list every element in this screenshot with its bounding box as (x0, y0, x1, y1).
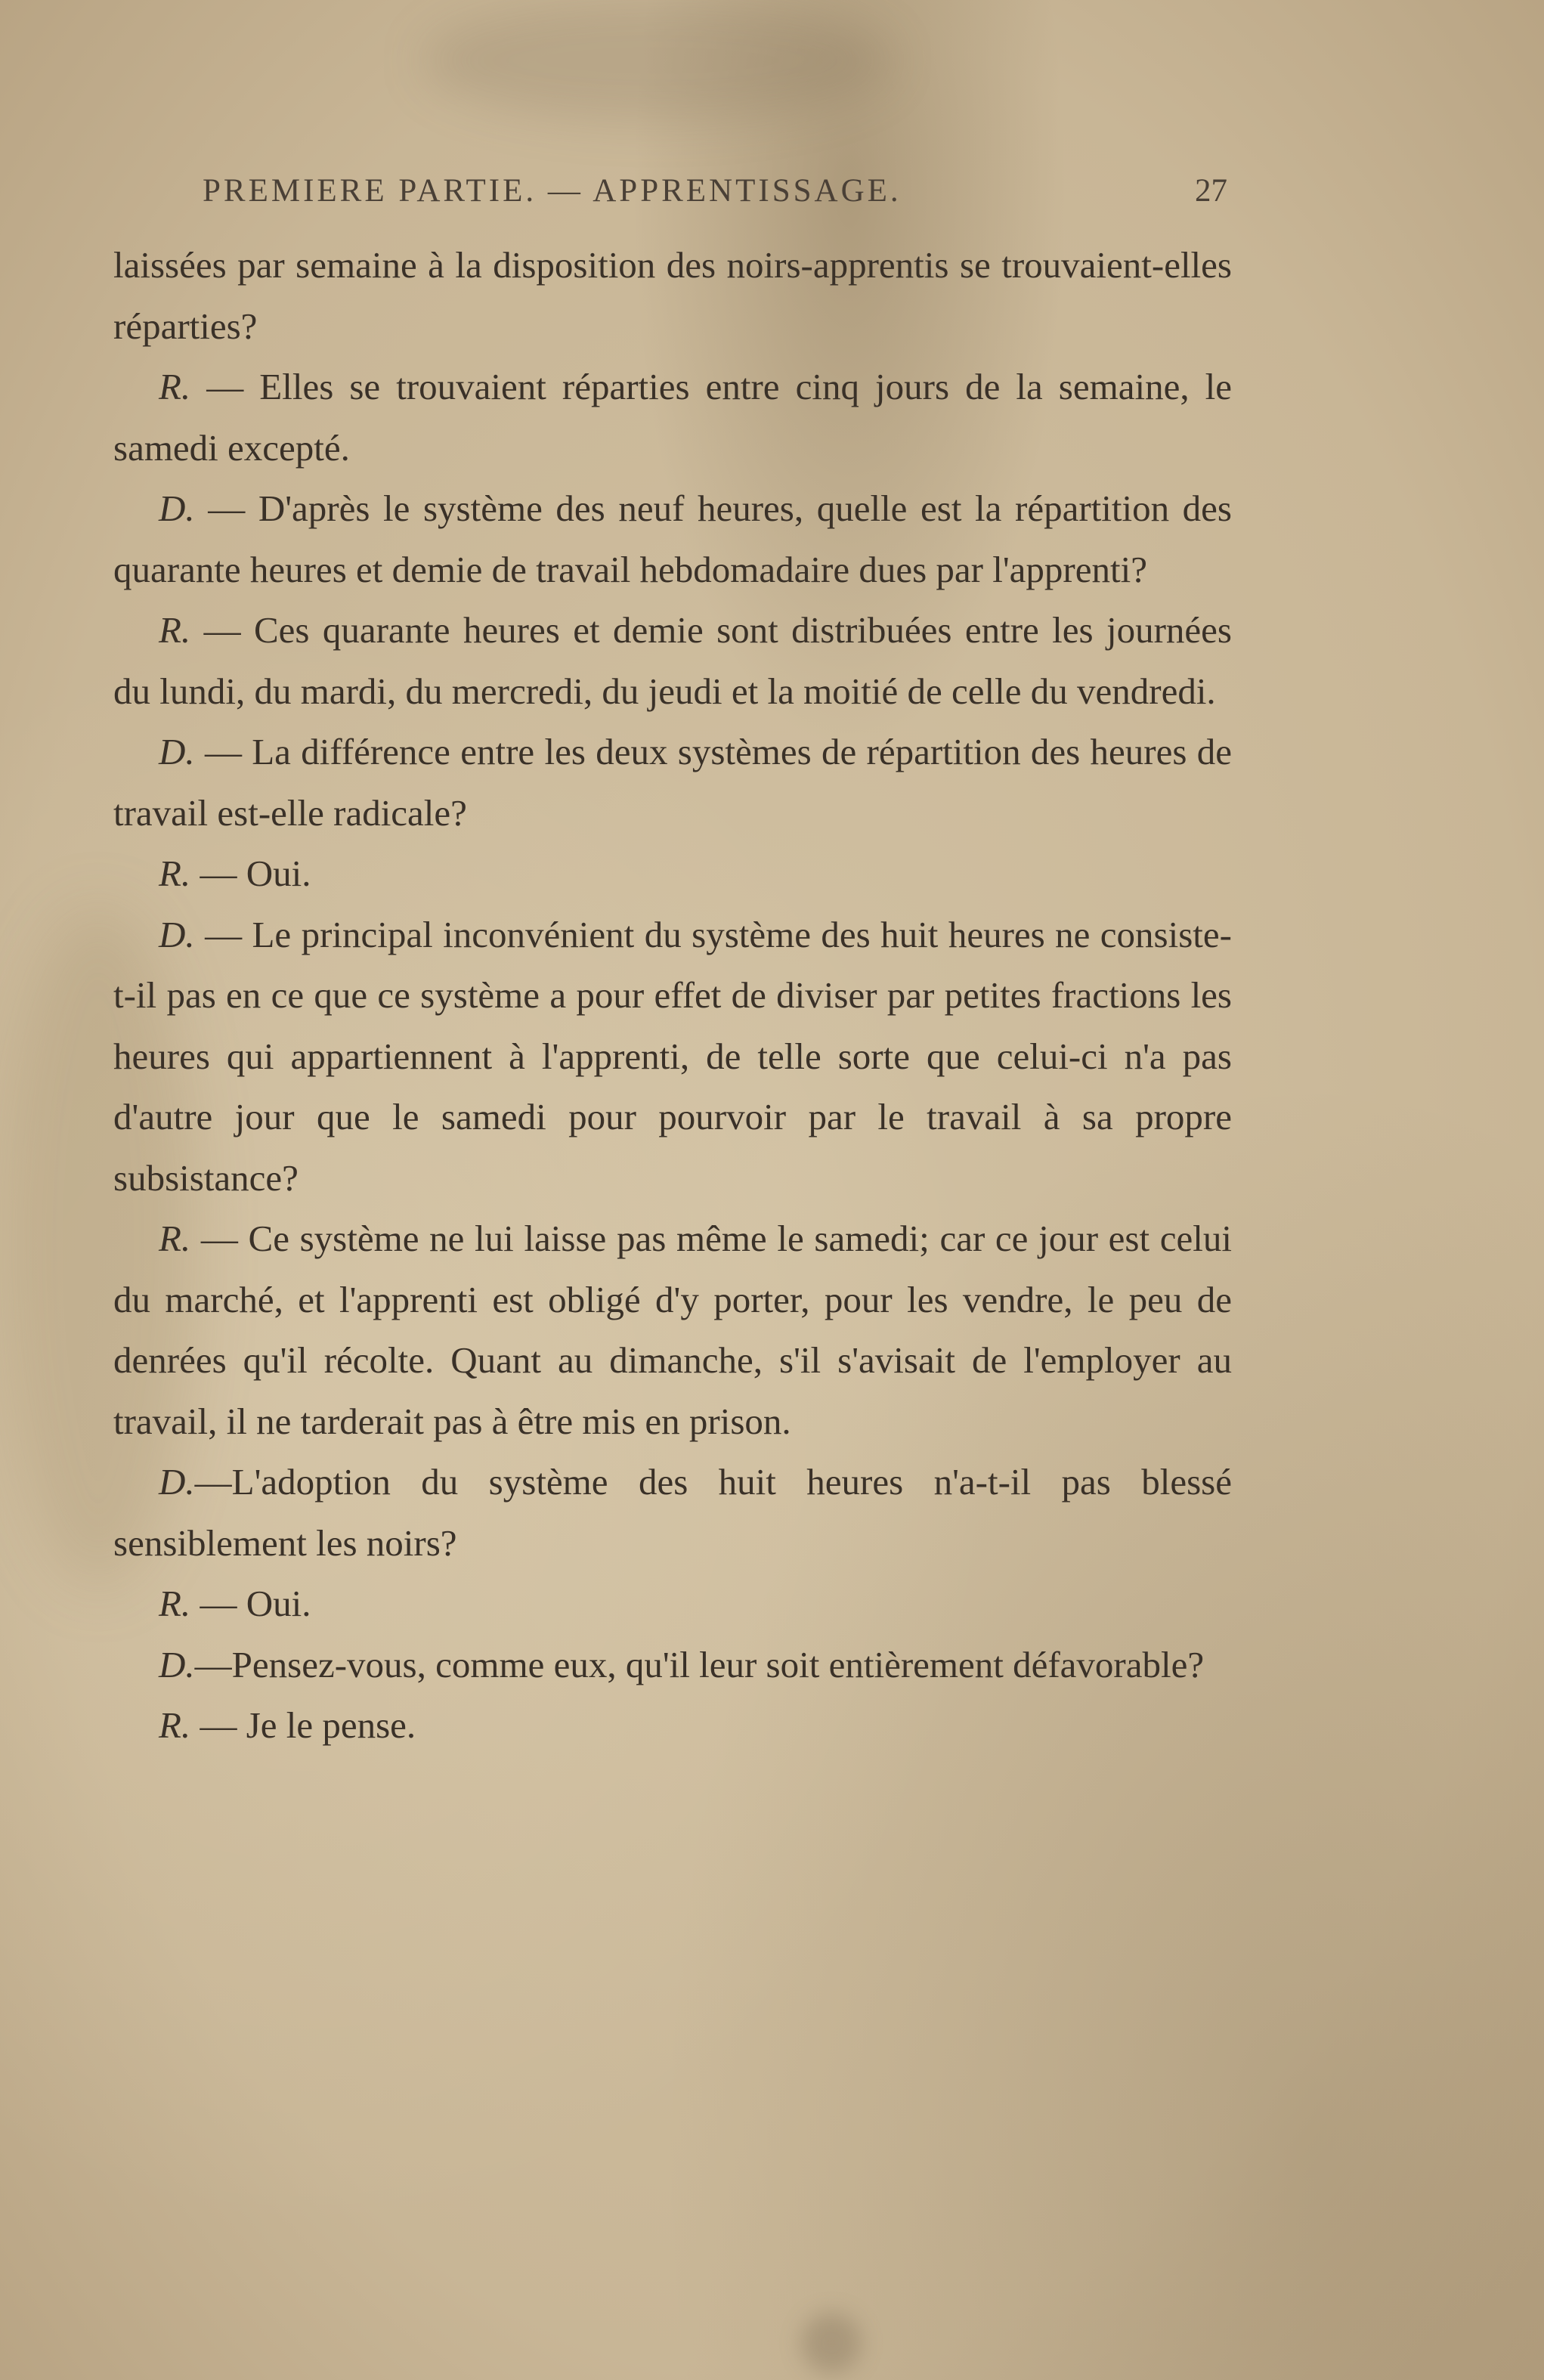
running-title: PREMIERE PARTIE. — APPRENTISSAGE. (203, 173, 902, 209)
paragraph (113, 235, 1232, 357)
speaker-label: D. (159, 487, 195, 529)
paragraph-text: laissées par semaine à la disposition des noirs-apprentis se trouvaient-elles réparties? (113, 244, 1232, 347)
paragraph (113, 600, 1232, 722)
paragraph-text: — Oui. (190, 853, 311, 894)
paragraph-text: — Ces quarante heures et demie sont distribuées entre les journées du lundi, du mardi, du mercredi, du jeudi et la moitié de celle du vendredi. (113, 609, 1232, 712)
paragraph (113, 1574, 1232, 1635)
paragraph-text: — Le principal inconvénient du système des huit heures ne consiste-t-il pas en ce que ce système a pour effet de diviser par petites fractions les heures qui appartiennent à l'apprenti, de telle sorte que celui-ci n'a pas d'autre jour que le samedi pour pourvoir par le travail à sa propre subsistance? (113, 913, 1232, 1199)
speaker-label: D. (159, 913, 195, 955)
paper-stain (801, 2313, 862, 2373)
speaker-label: R. (159, 1218, 191, 1259)
paper-stain (423, 0, 892, 121)
page-number: 27 (1195, 173, 1227, 209)
paragraph-text: —Pensez-vous, comme eux, qu'il leur soit entièrement défavorable? (194, 1643, 1205, 1685)
paragraph (113, 905, 1232, 1209)
paragraph-text: — Oui. (190, 1583, 311, 1624)
speaker-label: R. (159, 1583, 191, 1624)
paragraph (113, 1695, 1232, 1756)
paragraph-text: — Elles se trouvaient réparties entre cinq jours de la semaine, le samedi excepté. (113, 366, 1232, 469)
paragraph (113, 843, 1232, 905)
speaker-label: D. (159, 1643, 195, 1685)
speaker-label: R. (159, 853, 191, 894)
paragraph-text: — D'après le système des neuf heures, quelle est la répartition des quarante heures et demie de travail hebdomadaire dues par l'apprenti? (113, 487, 1232, 590)
paragraph-text: —L'adoption du système des huit heures n'a-t-il pas blessé sensiblement les noirs? (113, 1461, 1232, 1564)
paragraph (113, 1209, 1232, 1452)
paragraph-text: — La différence entre les deux systèmes de répartition des heures de travail est-elle radicale? (113, 731, 1232, 834)
speaker-label: R. (159, 609, 191, 651)
speaker-label: D. (159, 731, 195, 772)
paragraph (113, 478, 1232, 600)
paragraph (113, 1452, 1232, 1574)
paragraph-text: — Ce système ne lui laisse pas même le samedi; car ce jour est celui du marché, et l'apprenti est obligé d'y porter, pour les vendre, le peu de denrées qu'il récolte. Quant au dimanche, s'il s'avisait de l'employer au travail, il ne tarderait pas à être mis en prison. (113, 1218, 1232, 1442)
speaker-label: R. (159, 366, 191, 407)
paragraph (113, 1635, 1232, 1696)
paragraph (113, 722, 1232, 843)
page-body (113, 235, 1232, 1756)
speaker-label: D. (159, 1461, 195, 1503)
speaker-label: R. (159, 1704, 191, 1746)
running-head (203, 172, 1227, 209)
paragraph-text: — Je le pense. (190, 1704, 416, 1746)
paragraph (113, 357, 1232, 478)
